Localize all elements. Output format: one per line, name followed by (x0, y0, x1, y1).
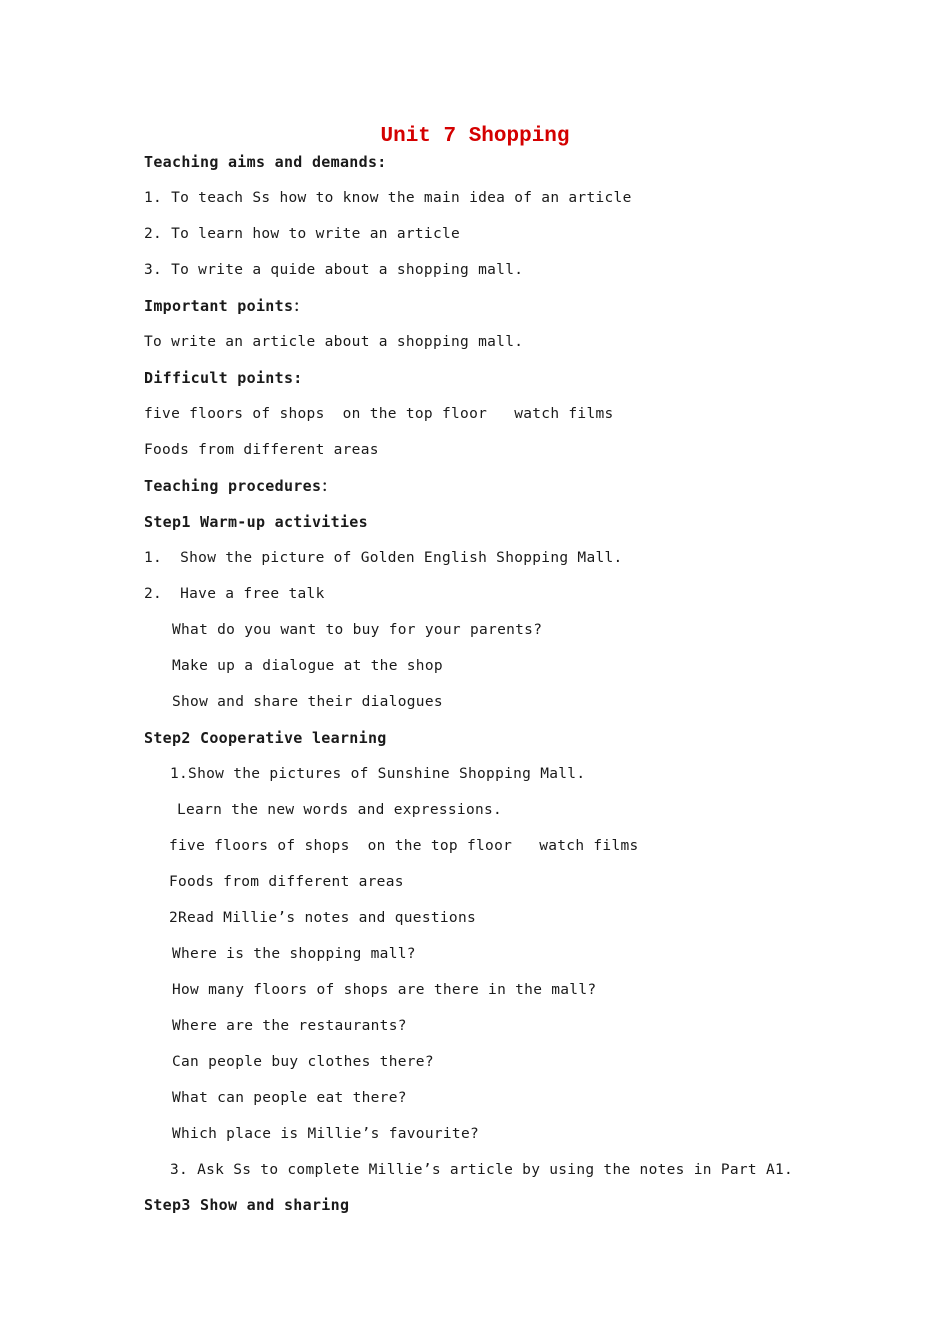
aim-item-1: 1. To teach Ss how to know the main idea of an article (144, 190, 632, 206)
difficult-line-1: five floors of shops on the top floor watch films (144, 406, 614, 422)
step2-line-8: Where are the restaurants? (172, 1018, 407, 1034)
step2-line-1: 1.Show the pictures of Sunshine Shopping Mall. (170, 766, 586, 782)
step1-line-5: Show and share their dialogues (172, 694, 443, 710)
aim-item-2: 2. To learn how to write an article (144, 226, 461, 242)
step1-heading: Step1 Warm-up activities (144, 513, 368, 531)
step2-heading: Step2 Cooperative learning (144, 729, 387, 747)
step2-line-4: Foods from different areas (169, 874, 404, 890)
aim-item-3: 3. To write a quide about a shopping mall. (144, 262, 524, 278)
difficult-line-2: Foods from different areas (144, 442, 379, 458)
step1-line-1: 1. Show the picture of Golden English Shopping Mall. (144, 550, 623, 566)
step1-line-3: What do you want to buy for your parents? (172, 622, 543, 638)
step2-line-12: 3. Ask Ss to complete Millie’s article by using the notes in Part A1. (170, 1162, 794, 1178)
important-heading: Important points： (144, 297, 309, 315)
step2-line-2: Learn the new words and expressions. (177, 802, 503, 818)
step2-line-9: Can people buy clothes there? (172, 1054, 434, 1070)
difficult-heading: Difficult points: (144, 369, 303, 387)
aims-heading: Teaching aims and demands: (144, 153, 387, 171)
step1-line-2: 2. Have a free talk (144, 586, 325, 602)
step2-line-6: Where is the shopping mall? (172, 946, 416, 962)
procedures-heading: Teaching procedures： (144, 477, 337, 495)
step3-heading: Step3 Show and sharing (144, 1196, 350, 1214)
step2-line-7: How many floors of shops are there in the mall? (172, 982, 597, 998)
step1-line-4: Make up a dialogue at the shop (172, 658, 443, 674)
important-text: To write an article about a shopping mall. (144, 334, 524, 350)
page-title: Unit 7 Shopping (380, 125, 570, 148)
step2-line-11: Which place is Millie’s favourite? (172, 1126, 480, 1142)
step2-line-5: 2Read Millie’s notes and questions (169, 910, 477, 926)
step2-line-3: five floors of shops on the top floor watch films (169, 838, 639, 854)
step2-line-10: What can people eat there? (172, 1090, 407, 1106)
